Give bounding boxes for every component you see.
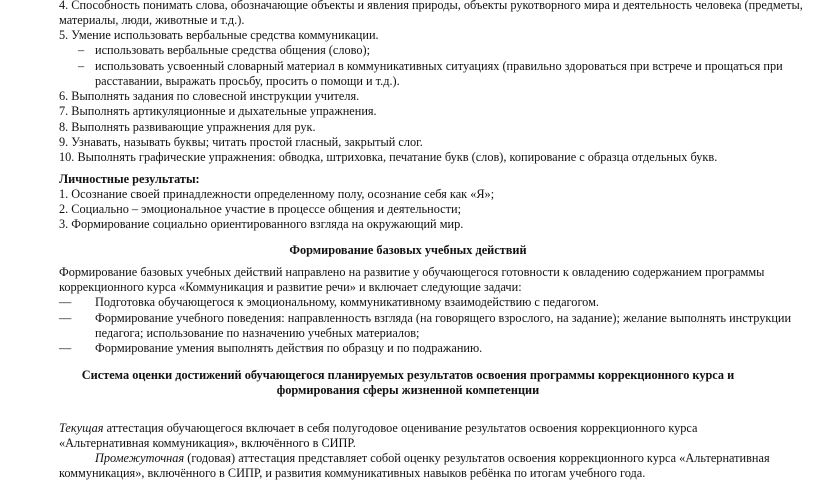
list-item-7: 7. Выполнять артикуляционные и дыхательные упражнения.: [59, 104, 377, 118]
list-item-4-line1: 4. Способность понимать слова, обозначающие объекты и явления природы, объекты рукотворного мира и деятельность человека (предметы,: [59, 0, 803, 12]
dash-bullet: –: [78, 43, 85, 57]
list-item-9: 9. Узнавать, называть буквы; читать простой гласный, закрытый слог.: [59, 135, 423, 149]
dash-bullet: —: [59, 295, 72, 309]
bud-intro-line2: коррекционного курса «Коммуникация и развитие речи» и включает следующие задачи:: [59, 280, 522, 294]
current-attestation-line1: [59, 421, 698, 437]
personal-result-1: 1. Осознание своей принадлежности определенному полу, осознание себя как «Я»;: [59, 187, 495, 201]
list-item-8: 8. Выполнять развивающие упражнения для рук.: [59, 120, 316, 134]
personal-result-3: 3. Формирование социально ориентированного взгляда на окружающий мир.: [59, 217, 464, 231]
personal-results-heading: Личностные результаты:: [59, 172, 200, 186]
list-item-10: 10. Выполнять графические упражнения: обводка, штриховка, печатание букв (слов), копирование с образца отдельных букв.: [59, 150, 718, 164]
current-attestation-term: Текущая: [59, 421, 104, 435]
sublist-item-2-line2: расставании, выражать просьбу, просить о помощи и т.д.).: [95, 74, 400, 88]
assessment-title-line2: формирования сферы жизненной компетенции: [276, 383, 540, 397]
list-item-4-line2: материалы, люди, животные и т.д.).: [59, 13, 245, 27]
dash-bullet: —: [59, 341, 72, 355]
interim-attestation-line1: [95, 451, 770, 467]
interim-attestation-term: Промежуточная: [95, 451, 185, 465]
assessment-title-line1: Система оценки достижений обучающегося планируемых результатов освоения программы коррекционного курса и: [81, 368, 735, 382]
personal-result-2: 2. Социально – эмоциональное участие в процессе общения и деятельности;: [59, 202, 461, 216]
current-attestation-text: аттестация обучающегося включает в себя полугодовое оценивание результатов освоения коррекционного курса: [103, 421, 698, 435]
list-item-6: 6. Выполнять задания по словесной инструкции учителя.: [59, 89, 360, 103]
interim-attestation-text: (годовая) аттестация представляет собой оценку результатов освоения коррекционного курса «Альтернативная: [184, 451, 770, 465]
list-item-5: 5. Умение использовать вербальные средства коммуникации.: [59, 28, 379, 42]
dash-bullet: –: [78, 59, 85, 73]
bud-task-3: Формирование умения выполнять действия по образцу и по подражанию.: [95, 341, 483, 355]
sublist-item-2-line1: использовать усвоенный словарный материал в коммуникативных ситуациях (правильно здороваться при встрече и прощаться при: [95, 59, 783, 73]
bud-intro-line1: Формирование базовых учебных действий направлено на развитие у обучающегося готовности к овладению содержанием программы: [59, 265, 765, 279]
dash-bullet: —: [59, 311, 72, 325]
bud-task-2-line2: педагога; использование по назначению учебных материалов;: [95, 326, 420, 340]
current-attestation-line2: «Альтернативная коммуникация», включённого в СИПР.: [59, 436, 356, 450]
bud-section-title: Формирование базовых учебных действий: [289, 243, 527, 257]
interim-attestation-line2: коммуникация», включённого в СИПР, и развития коммуникативных навыков ребёнка по итогам учебного года.: [59, 466, 646, 480]
sublist-item-1: использовать вербальные средства общения (слово);: [95, 43, 371, 57]
bud-task-2-line1: Формирование учебного поведения: направленность взгляда (на говорящего взрослого, на задание); желание выполнять инструкции: [95, 311, 792, 325]
bud-task-1: Подготовка обучающегося к эмоциональному, коммуникативному взаимодействию с педагогом.: [95, 295, 599, 309]
